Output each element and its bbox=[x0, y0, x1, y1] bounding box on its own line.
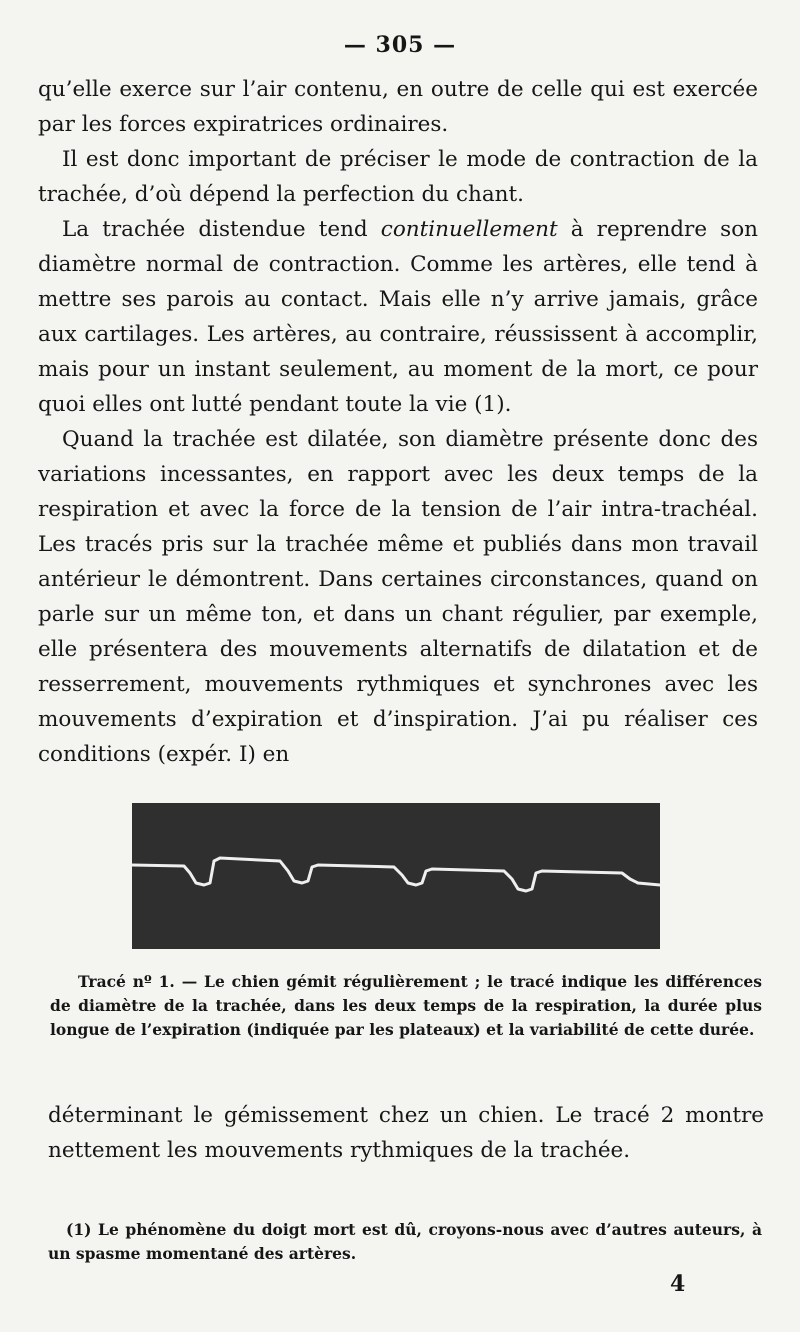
continuation-paragraph: déterminant le gémissement chez un chien. Le tracé 2 montre nettement les mouvements rythmiques de la trachée. bbox=[48, 1103, 764, 1163]
figure-caption bbox=[50, 970, 762, 1042]
trace-figure bbox=[132, 803, 660, 949]
paragraph-3-italic: continuellement bbox=[380, 217, 558, 242]
signature-mark: 4 bbox=[670, 1271, 686, 1297]
paragraph-1: qu’elle exerce sur l’air contenu, en outre de celle qui est exercée par les forces expiratrices ordinaires. bbox=[38, 77, 758, 137]
footnote-text: (1) Le phénomène du doigt mort est dû, croyons-nous avec d’autres auteurs, à un spasme momentané des artères. bbox=[48, 1220, 762, 1263]
page-number: — 305 — bbox=[343, 32, 457, 58]
body-text bbox=[38, 72, 758, 772]
paragraph-4: Quand la trachée est dilatée, son diamètre présente donc des variations incessantes, en rapport avec les deux temps de la respiration et avec la force de la tension de l’air intra-trachéal. Les tracés pris sur la trachée même et publiés dans mon travail antérieur le démontrent. Dans certaines circonstances, quand on parle sur un même ton, et dans un chant régulier, par exemple, elle présentera des mouvements alternatifs de dilatation et de resserrement, mouvements rythmiques et synchrones avec les mouvements d’expiration et d’inspiration. J’ai pu réaliser ces conditions (expér. I) en bbox=[38, 427, 758, 767]
caption-label: Tracé nº 1. bbox=[78, 972, 175, 991]
trace-figure-svg bbox=[132, 803, 660, 949]
paragraph-3 bbox=[38, 212, 758, 422]
caption-text: — Le chien gémit régulièrement ; le tracé indique les différences de diamètre de la trachée, dans les deux temps de la respiration, la durée plus longue de l’expiration (indiquée par les plateaux) et la variabilité de cette durée. bbox=[50, 972, 762, 1039]
paragraph-3-before: La trachée distendue tend bbox=[62, 217, 381, 242]
footnote bbox=[48, 1218, 762, 1266]
paragraph-3-after: à reprendre son diamètre normal de contraction. Comme les artères, elle tend à mettre ses parois au contact. Mais elle n’y arrive jamais, grâce aux cartilages. Les artères, au contraire, réussissent à accomplir, mais pour un instant seulement, au moment de la mort, ce pour quoi elles ont lutté pendant toute la vie (1). bbox=[38, 217, 758, 417]
paragraph-2: Il est donc important de préciser le mode de contraction de la trachée, d’où dépend la perfection du chant. bbox=[38, 147, 758, 207]
